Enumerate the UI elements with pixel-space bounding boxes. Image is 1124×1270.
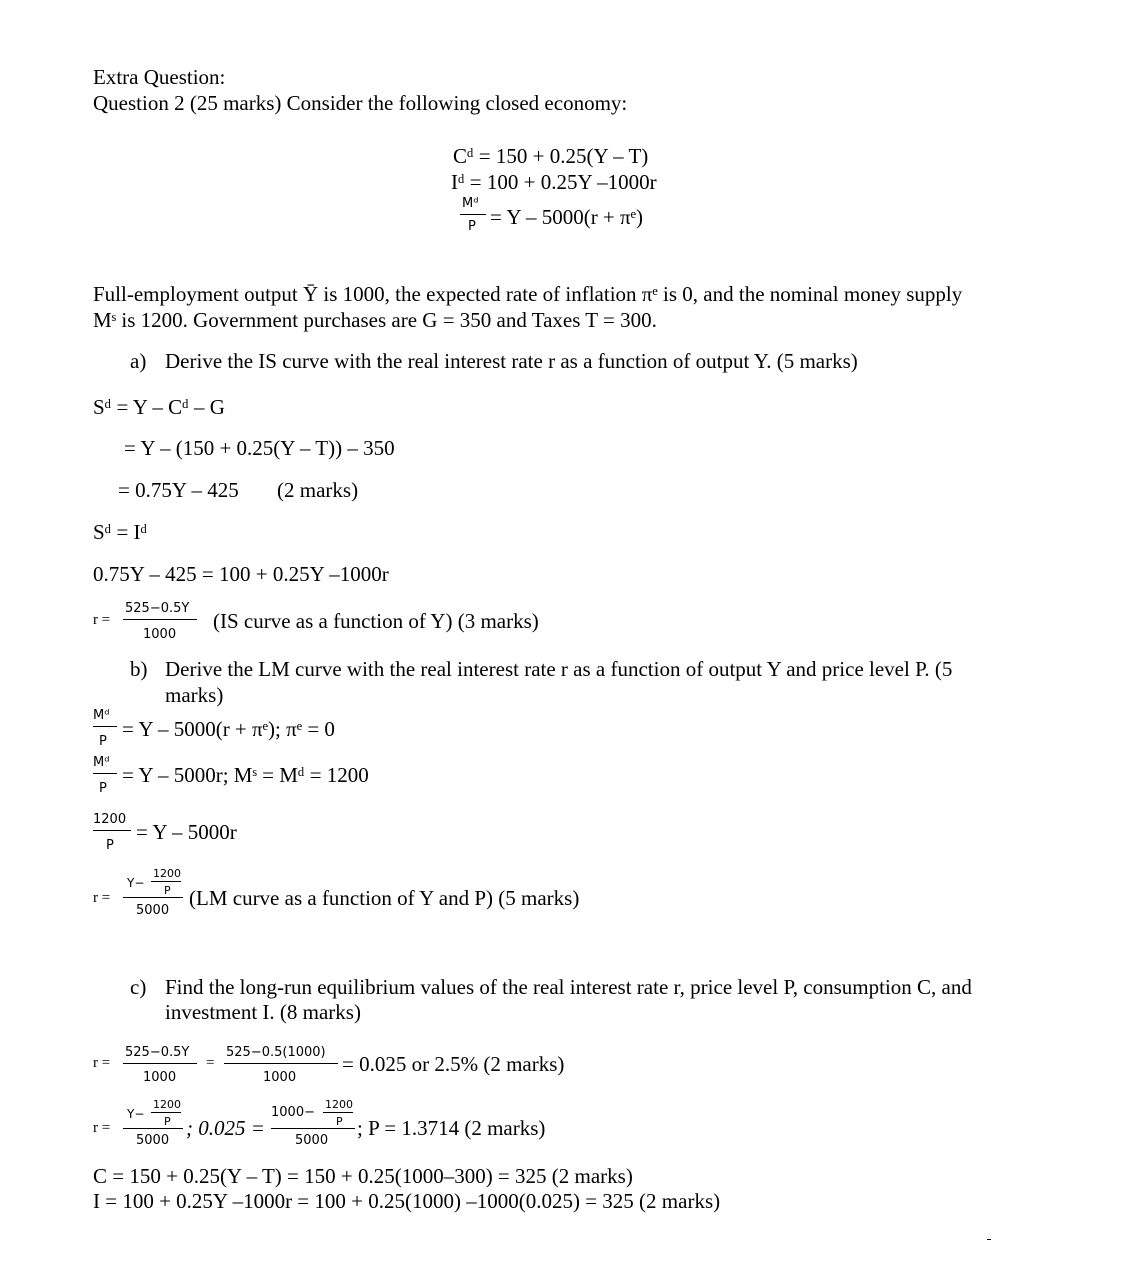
inner-fraction-bar [151,1112,181,1113]
part-b-question-line-2: marks) [165,683,224,707]
saving-definition: Sᵈ = Y – Cᵈ – G [93,395,225,419]
is-curve-result: (IS curve as a function of Y) (3 marks) [213,609,539,633]
fraction-numerator: Mᵈ [93,755,110,770]
intro-line-1: Full-employment output Ȳ is 1000, the expected rate of inflation πᵉ is 0, and the nominal money supply [93,282,963,306]
question-title: Question 2 (25 marks) Consider the following closed economy: [93,91,628,115]
lm-curve-result: (LM curve as a function of Y and P) (5 marks) [189,886,580,910]
fraction-bar [224,1063,338,1064]
fraction-denominator: P [99,781,107,796]
fraction-numerator: 1200 [93,812,127,827]
is-r-equals: r = [93,612,111,628]
part-a-question: Derive the IS curve with the real interest rate r as a function of output Y. (5 marks) [165,349,858,373]
price-level-result: ; P = 1.3714 (2 marks) [357,1116,546,1140]
fraction-bar [93,726,117,727]
part-b-question-line-1: Derive the LM curve with the real interest rate r as a function of output Y and price level P. (5 [165,657,953,681]
fraction-bar [123,619,197,620]
investment-equation: Iᵈ = 100 + 0.25Y –1000r [451,170,657,194]
equilibrium-r-result: = 0.025 or 2.5% (2 marks) [342,1052,565,1076]
intro-line-2: Mˢ is 1200. Government purchases are G = 350 and Taxes T = 300. [93,308,657,332]
fraction-numerator: 525−0.5Y [125,601,190,616]
outer-denominator: 5000 [136,903,170,918]
fraction-numerator: Mᵈ [93,708,110,723]
lm-r-equals: r = [93,890,111,906]
fraction-bar [123,1063,197,1064]
lm-equation-1: = Y – 5000(r + πᵉ); πᵉ = 0 [122,717,335,741]
outer-denominator: 5000 [136,1133,170,1148]
page-mark [987,1239,991,1240]
consumption-result: C = 150 + 0.25(Y – T) = 150 + 0.25(1000–300) = 325 (2 marks) [93,1164,633,1188]
fraction-numerator: 525−0.5(1000) [226,1045,326,1060]
part-b-label: b) [130,657,148,681]
outer-numerator-prefix: Y− [127,876,145,890]
outer-numerator-prefix: 1000− [271,1105,315,1120]
saving-simplified: = 0.75Y – 425 [118,478,239,502]
outer-fraction-bar [123,897,183,898]
fraction-bar [93,830,131,831]
fraction-denominator: P [99,734,107,749]
outer-fraction-bar [271,1128,355,1129]
fraction-bar [460,214,486,215]
inner-denominator: P [164,884,171,897]
inner-fraction-bar [323,1112,353,1113]
extra-question-heading: Extra Question: [93,65,226,89]
investment-result: I = 100 + 0.25Y –1000r = 100 + 0.25(1000) –1000(0.025) = 325 (2 marks) [93,1189,721,1213]
fraction-denominator: P [106,838,114,853]
part-c-question-line-2: investment I. (8 marks) [165,1000,361,1024]
price-r-equals: r = [93,1120,111,1136]
lm-equation-2: = Y – 5000r; Mˢ = Mᵈ = 1200 [122,763,369,787]
fraction-numerator: 525−0.5Y [125,1045,190,1060]
lm-equation-3: = Y – 5000r [136,820,237,844]
fraction-denominator: 1000 [143,1070,177,1085]
saving-marks: (2 marks) [277,478,359,502]
part-c-question-line-1: Find the long-run equilibrium values of the real interest rate r, price level P, consumption C, and [165,975,972,999]
money-demand-rhs: = Y – 5000(r + πᵉ) [490,205,644,229]
equilibrium-r-equals: r = [93,1055,111,1071]
inner-numerator: 1200 [153,867,181,880]
inner-denominator: P [164,1115,171,1128]
outer-numerator-prefix: Y− [127,1107,145,1121]
is-equation-expanded: 0.75Y – 425 = 100 + 0.25Y –1000r [93,562,389,586]
part-c-label: c) [130,975,147,999]
equals-sign: = [206,1055,215,1071]
inner-denominator: P [336,1115,343,1128]
saving-substitution: = Y – (150 + 0.25(Y – T)) – 350 [124,436,395,460]
inner-numerator: 1200 [325,1098,353,1111]
fraction-numerator: Mᵈ [462,196,479,211]
outer-denominator: 5000 [295,1133,329,1148]
inner-numerator: 1200 [153,1098,181,1111]
consumption-equation: Cᵈ = 150 + 0.25(Y – T) [453,144,649,168]
inner-fraction-bar [151,881,181,882]
outer-fraction-bar [123,1128,183,1129]
fraction-bar [93,773,117,774]
fraction-denominator: 1000 [143,627,177,642]
fraction-denominator: 1000 [263,1070,297,1085]
saving-equals-investment: Sᵈ = Iᵈ [93,520,148,544]
price-mid-equation: ; 0.025 = [186,1116,265,1140]
fraction-denominator: P [468,219,476,234]
part-a-label: a) [130,349,147,373]
